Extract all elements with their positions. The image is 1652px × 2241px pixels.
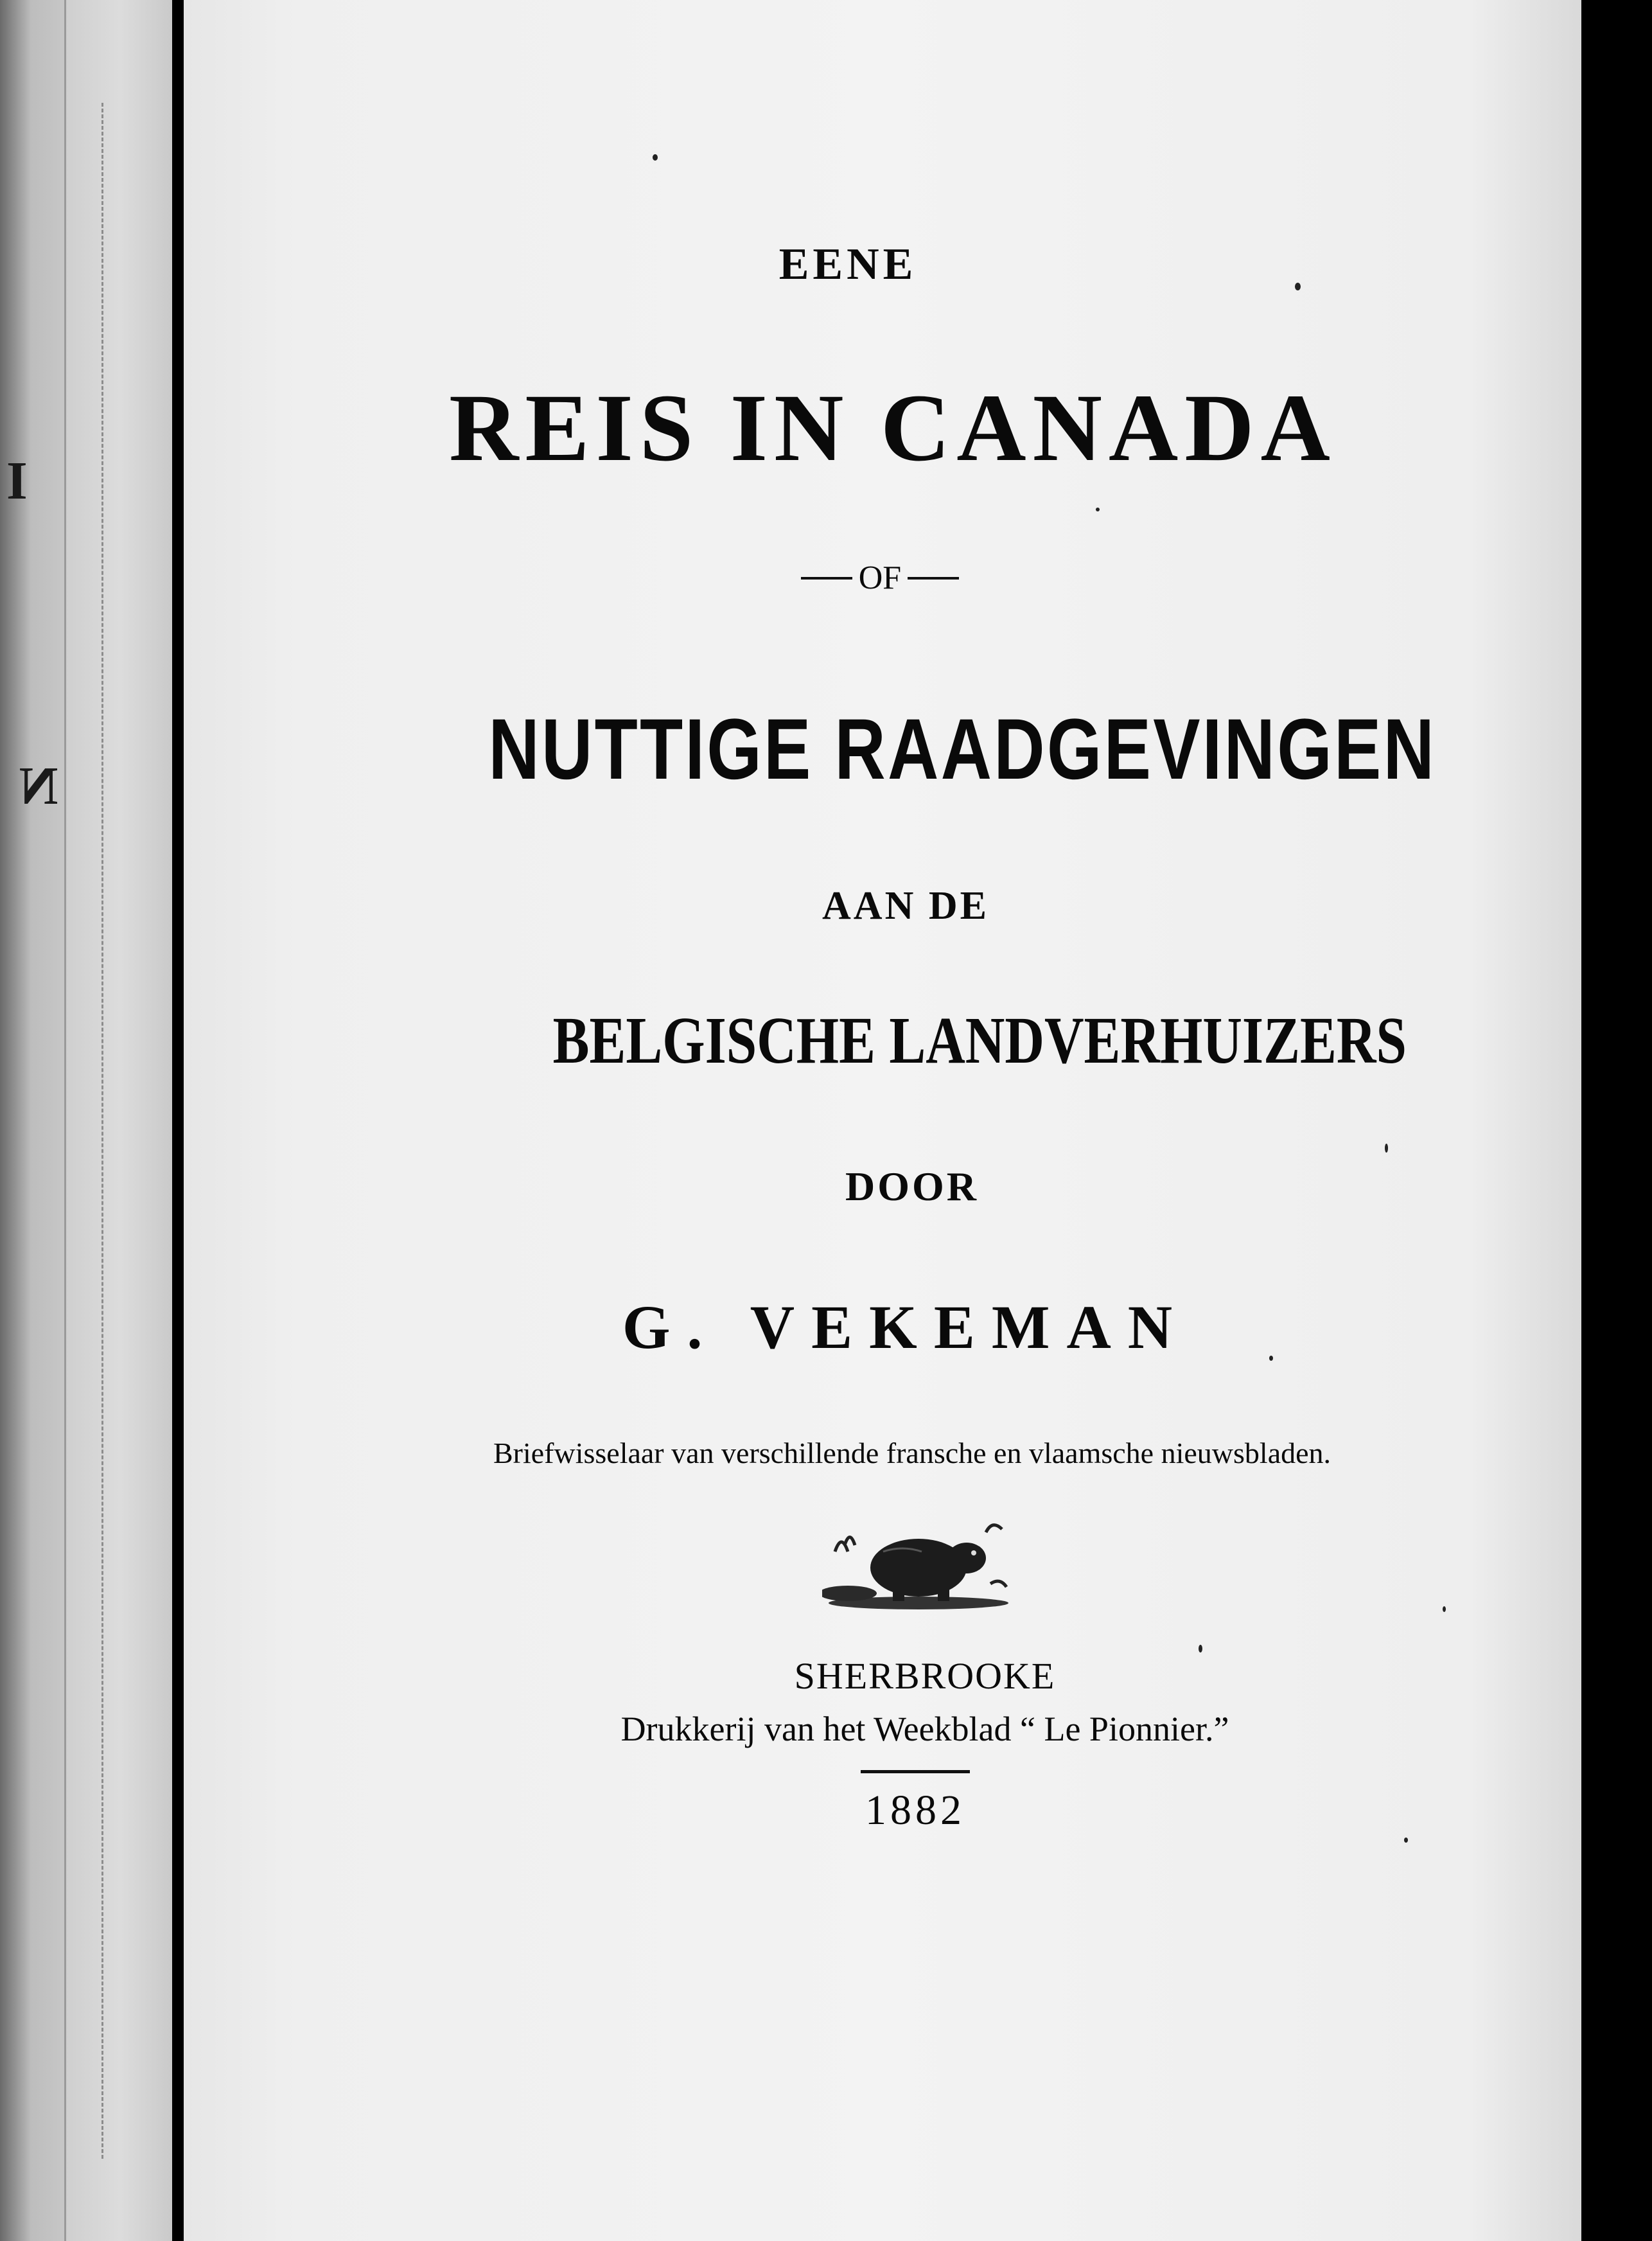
main-title: REIS IN CANADA xyxy=(449,375,1337,481)
paper-speck xyxy=(1385,1144,1388,1153)
left-dash xyxy=(801,577,852,580)
page-edge xyxy=(1581,0,1652,2241)
title-page xyxy=(184,0,1581,2241)
title-connector xyxy=(790,559,970,597)
spine-letter: N xyxy=(19,756,58,816)
beaver-icon xyxy=(822,1507,1015,1616)
spine-gap xyxy=(172,0,184,2241)
paper-speck xyxy=(1443,1606,1446,1612)
author-note: Briefwisselaar van verschillende fransche en vlaamsche nieuwsbladen. xyxy=(493,1437,1331,1469)
audience-line: BELGISCHE LANDVERHUIZERS xyxy=(552,1004,1407,1077)
paper-speck xyxy=(1199,1645,1202,1652)
by-line-prefix: DOOR xyxy=(845,1164,979,1209)
publication-place: SHERBROOKE xyxy=(794,1655,1056,1697)
paper-speck xyxy=(653,154,658,161)
dedication-prefix: AAN DE xyxy=(822,884,989,928)
paper-speck xyxy=(1404,1838,1408,1843)
paper-speck xyxy=(1269,1356,1273,1361)
right-dash xyxy=(908,577,959,580)
paper-speck xyxy=(1096,508,1100,511)
imprint-rule xyxy=(861,1770,970,1773)
title-prefix: EENE xyxy=(778,240,917,289)
spine-stitching xyxy=(101,103,103,2159)
book-spine xyxy=(0,0,172,2241)
subtitle: NUTTIGE RAADGEVINGEN xyxy=(488,702,1437,797)
connector-word: OF xyxy=(858,560,902,596)
spine-fold xyxy=(64,0,174,2241)
spine-letter: I xyxy=(6,451,28,511)
author-name: G. VEKEMAN xyxy=(622,1293,1190,1361)
publication-year: 1882 xyxy=(865,1787,965,1834)
printer-line: Drukkerij van het Weekblad “ Le Pionnier.” xyxy=(620,1710,1229,1748)
paper-speck xyxy=(1295,283,1301,290)
